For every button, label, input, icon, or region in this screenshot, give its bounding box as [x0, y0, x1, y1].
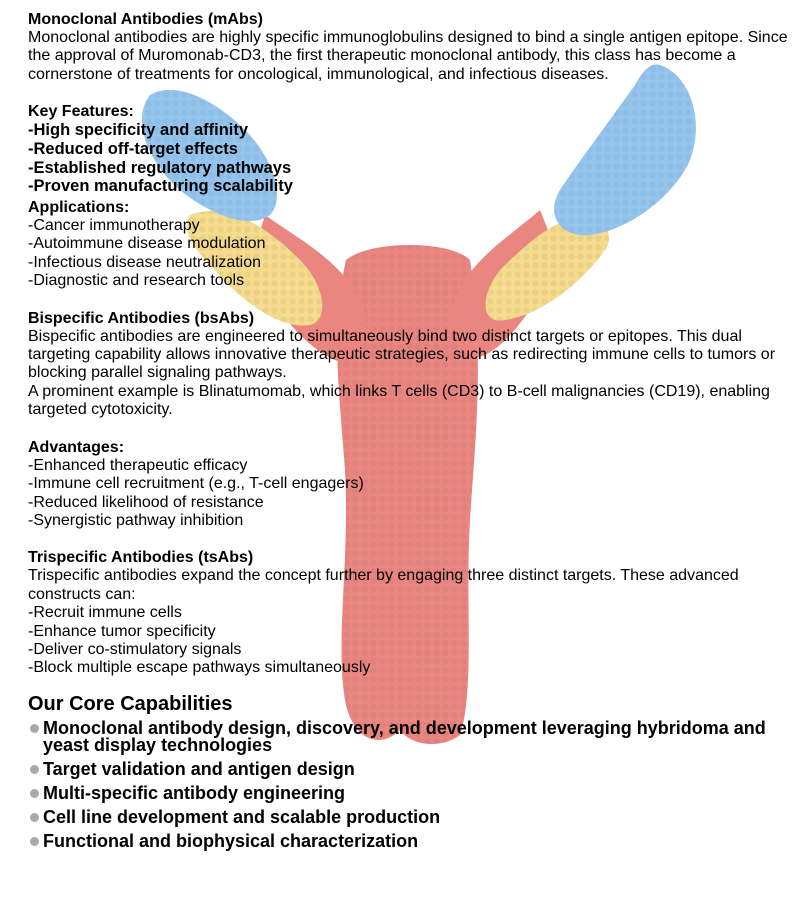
advantages-list: [28, 457, 798, 531]
list-item-text: Cell line development and scalable production: [43, 806, 441, 827]
list-item-text: Monoclonal antibody design, discovery, and development leveraging hybridoma and yeast display technologies: [43, 717, 766, 755]
tsabs-title: Trispecific Antibodies (tsAbs): [28, 549, 254, 567]
list-item: [28, 782, 798, 803]
tsabs-list: [28, 604, 798, 678]
applications-title: Applications:: [28, 199, 130, 217]
list-item-text: Target validation and antigen design: [43, 758, 355, 779]
bullet-icon: [30, 789, 39, 798]
list-item: -Synergistic pathway inhibition: [28, 511, 244, 529]
list-item: -Proven manufacturing scalability: [28, 177, 293, 196]
advantages-title: Advantages:: [28, 438, 125, 456]
tsabs-section: [28, 549, 798, 677]
list-item: -Autoimmune disease modulation: [28, 235, 266, 253]
bsabs-example: A prominent example is Blinatumomab, which links T cells (CD3) to B-cell malignancies (CD19), enabling targeted cytotoxicity.: [28, 382, 770, 419]
bullet-icon: [30, 724, 39, 733]
mabs-title: Monoclonal Antibodies (mAbs): [28, 11, 263, 28]
core-capabilities-list: [28, 717, 798, 851]
document-content: [28, 11, 798, 857]
tsabs-description: Trispecific antibodies expand the concept further by engaging three distinct targets. These advanced constructs can:: [28, 567, 739, 603]
key-features-title: Key Features:: [28, 103, 134, 121]
list-item: -Cancer immunotherapy: [28, 217, 200, 235]
list-item: -Reduced likelihood of resistance: [28, 493, 264, 511]
list-item: [28, 830, 798, 851]
list-item: -Infectious disease neutralization: [28, 253, 262, 271]
list-item: [28, 758, 798, 779]
core-capabilities-title: Our Core Capabilities: [28, 692, 233, 715]
bullet-icon: [30, 837, 39, 846]
list-item: -Recruit immune cells: [28, 604, 182, 622]
bullet-icon: [30, 765, 39, 774]
core-capabilities-section: [28, 692, 798, 850]
bullet-icon: [30, 813, 39, 822]
list-item: [28, 717, 798, 755]
list-item: -Reduced off-target effects: [28, 139, 238, 158]
list-item: [28, 806, 798, 827]
list-item: -Immune cell recruitment (e.g., T-cell engagers): [28, 475, 364, 493]
list-item: -High specificity and affinity: [28, 121, 249, 140]
key-features-list: [28, 121, 798, 196]
list-item: -Enhanced therapeutic efficacy: [28, 456, 248, 474]
bsabs-section: [28, 310, 798, 531]
list-item: -Diagnostic and research tools: [28, 272, 245, 290]
applications-list: [28, 217, 798, 291]
mabs-section: [28, 11, 798, 291]
list-item: -Established regulatory pathways: [28, 158, 292, 177]
list-item: -Deliver co-stimulatory signals: [28, 640, 242, 658]
list-item-text: Multi-specific antibody engineering: [43, 782, 346, 803]
bsabs-title: Bispecific Antibodies (bsAbs): [28, 309, 255, 327]
mabs-description: Monoclonal antibodies are highly specific immunoglobulins designed to bind a single antigen epitope. Since the approval of Muromonab-CD3, the first therapeutic monoclonal antibody, this class has become a cornerstone of treatments for oncological, immunological, and infectious diseases.: [28, 29, 788, 83]
bsabs-description: Bispecific antibodies are engineered to simultaneously bind two distinct targets or epitopes. This dual targeting capability allows innovative therapeutic strategies, such as redirecting immune cells to tumors or blocking parallel signaling pathways.: [28, 327, 776, 382]
list-item: -Block multiple escape pathways simultaneously: [28, 659, 371, 677]
list-item: -Enhance tumor specificity: [28, 622, 216, 640]
list-item-text: Functional and biophysical characterization: [43, 830, 419, 851]
